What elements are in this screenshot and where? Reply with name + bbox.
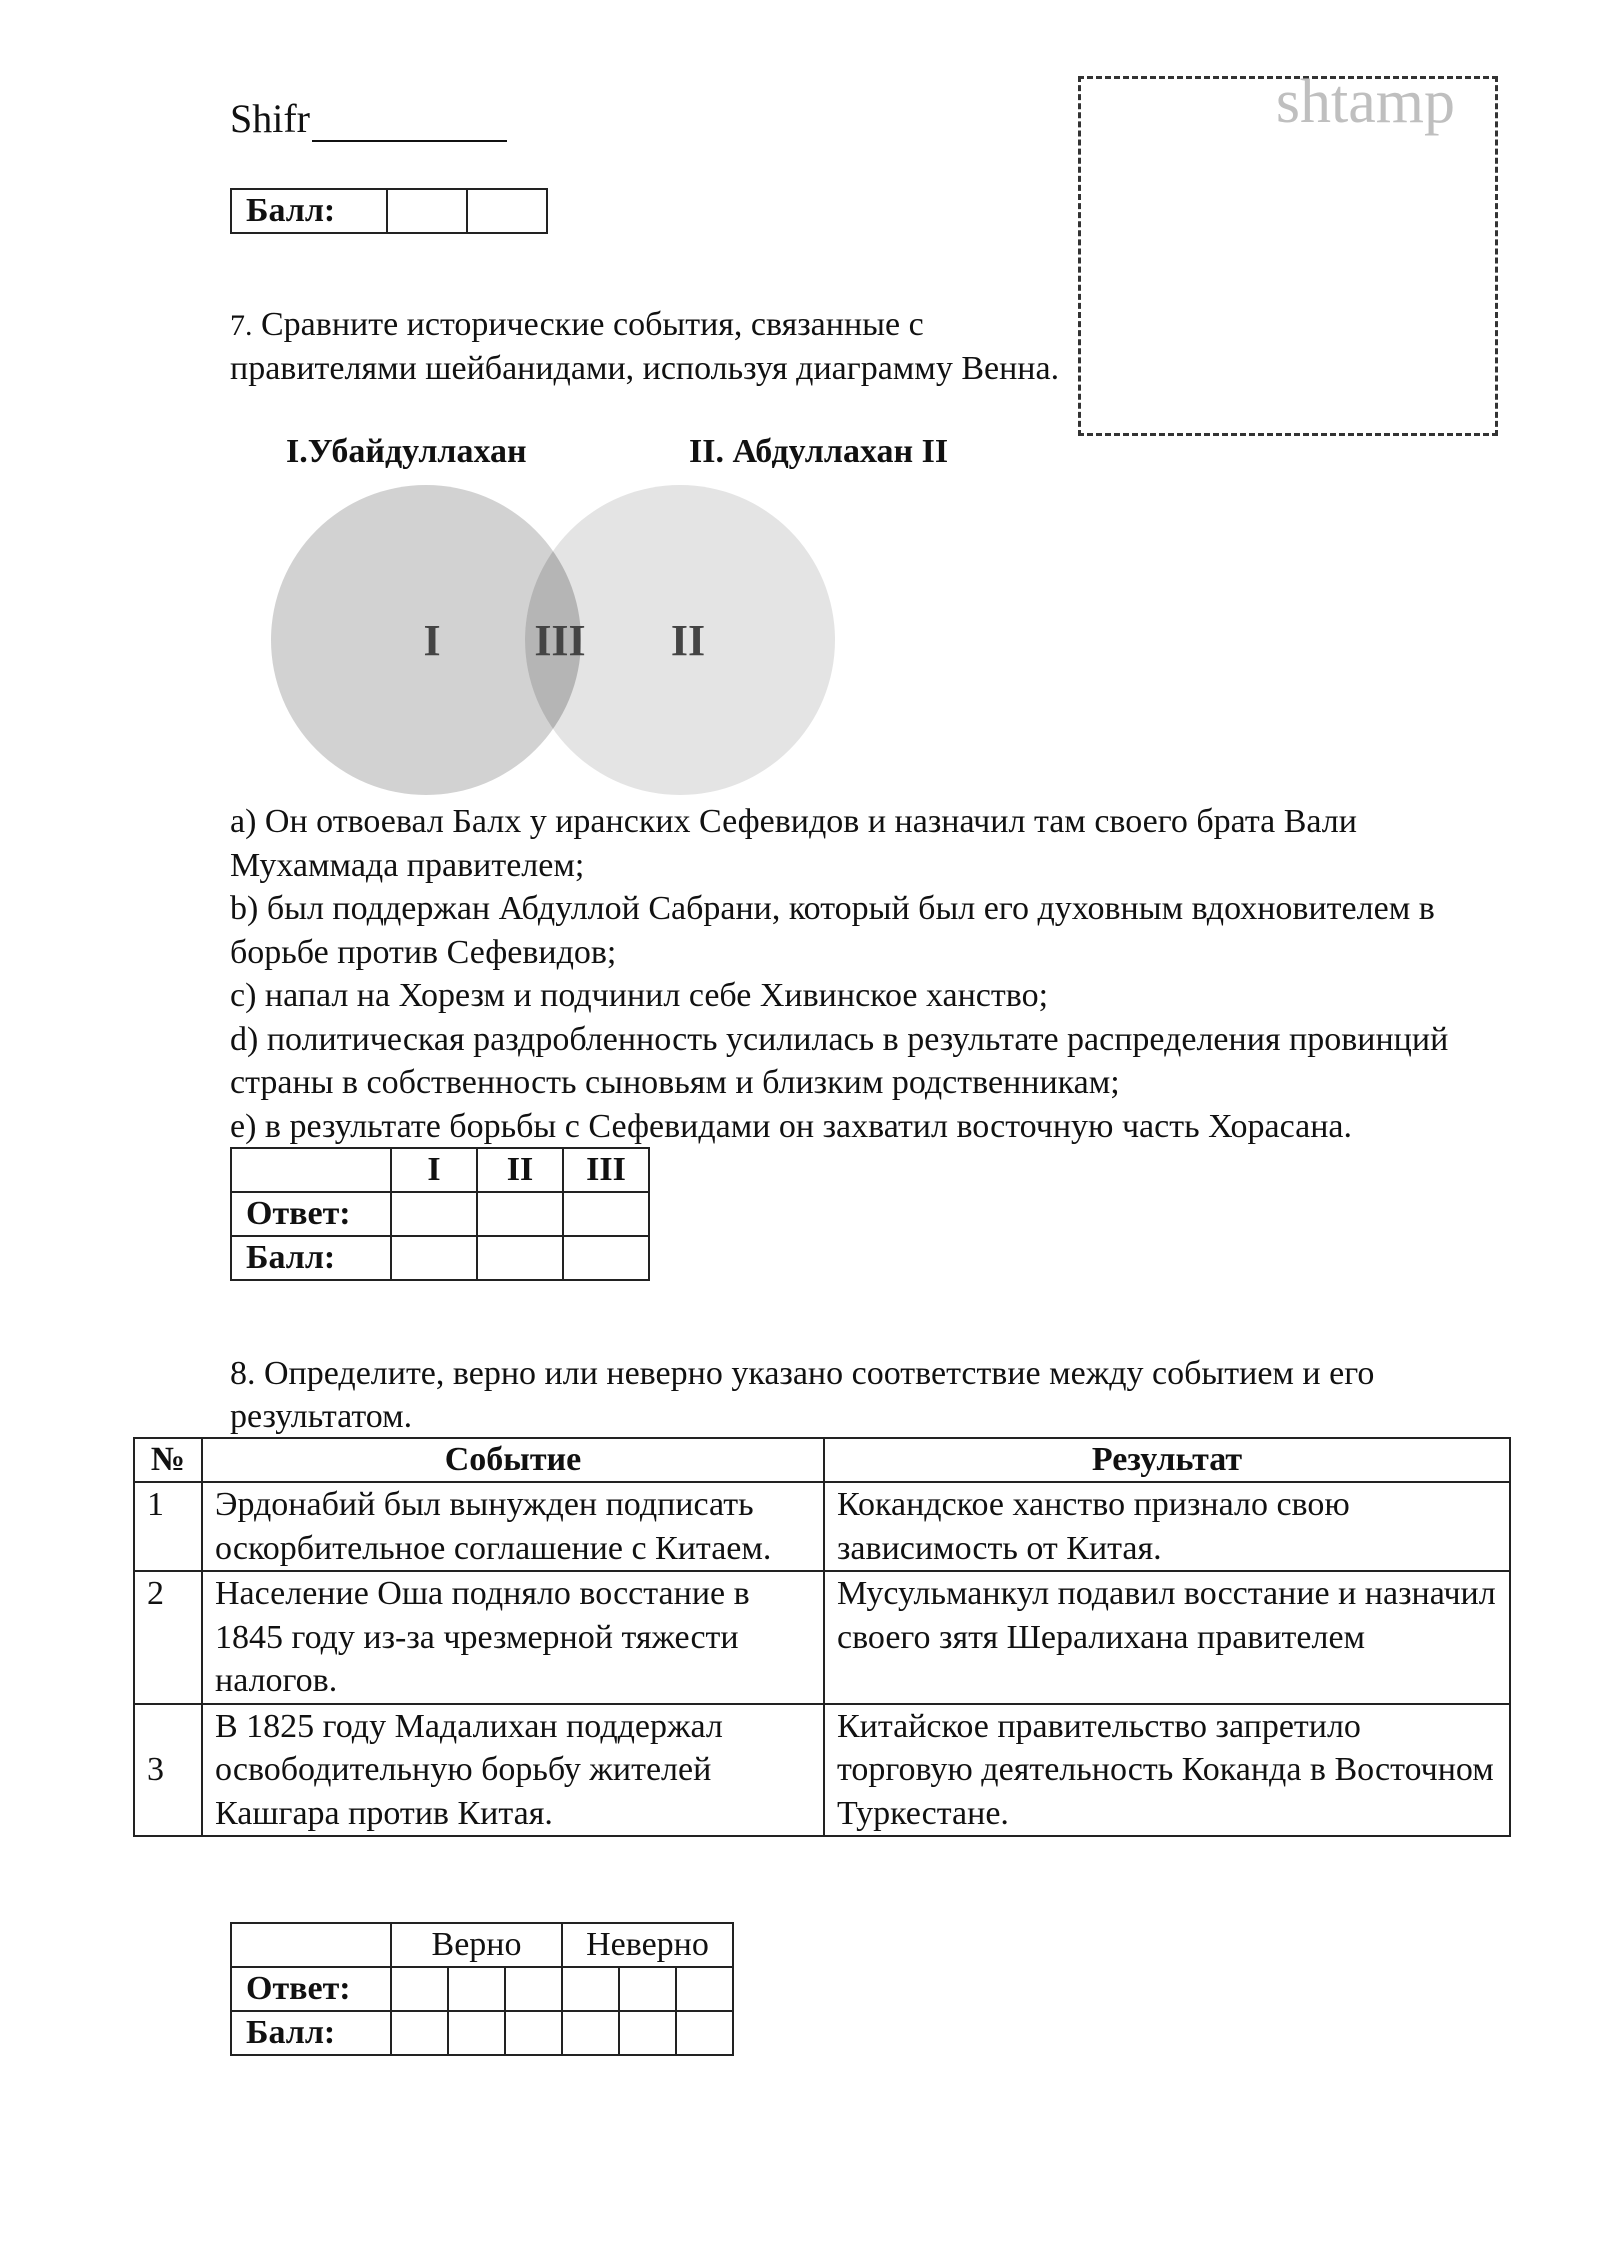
column-false: Неверно <box>562 1923 733 1967</box>
question-7-prompt: Сравните исторические события, связанные с правителями шейбанидами, используя диаграмму Венна. <box>230 306 1060 387</box>
question-7-number: 7. <box>230 309 253 342</box>
score-cell[interactable] <box>505 2011 562 2055</box>
score-row-label: Балл: <box>231 2011 391 2055</box>
venn-label-right: II <box>670 616 706 665</box>
header-event: Событие <box>202 1438 824 1482</box>
answer-cell[interactable] <box>391 1967 448 2011</box>
row-number: 3 <box>134 1704 202 1837</box>
venn-diagram <box>270 470 850 810</box>
table-row <box>134 1704 1510 1837</box>
answer-header-blank <box>231 1148 391 1192</box>
answer-cell[interactable] <box>391 1192 477 1236</box>
question-7-text <box>230 303 1060 390</box>
row-event: Население Оша подняло восстание в 1845 году из-за чрезмерной тяжести налогов. <box>202 1571 824 1704</box>
venn-title-left: I.Убайдуллахан <box>286 433 527 470</box>
score-cell[interactable] <box>391 2011 448 2055</box>
row-result: Кокандское ханство признало свою зависимость от Китая. <box>824 1482 1510 1571</box>
answer-row-label: Ответ: <box>231 1192 391 1236</box>
shifr-field <box>230 95 507 142</box>
question-8-events-table <box>133 1437 1511 1837</box>
question-8-prompt: 8. Определите, верно или неверно указано соответствие между событием и его результатом. <box>230 1355 1375 1435</box>
header-result: Результат <box>824 1438 1510 1482</box>
option-b: b) был поддержан Абдуллой Сабрани, который был его духовным вдохновителем в борьбе против Сефевидов; <box>230 890 1435 971</box>
answer-cell[interactable] <box>505 1967 562 2011</box>
table-row <box>134 1571 1510 1704</box>
answer-cell[interactable] <box>619 1967 676 2011</box>
score-label: Балл: <box>231 189 387 233</box>
shifr-label: Shifr <box>230 96 310 141</box>
row-number: 2 <box>134 1571 202 1704</box>
answer-header-blank <box>231 1923 391 1967</box>
answer-row-label: Ответ: <box>231 1967 391 2011</box>
score-cell[interactable] <box>619 2011 676 2055</box>
row-event: Эрдонабий был вынужден подписать оскорбительное соглашение с Китаем. <box>202 1482 824 1571</box>
question-7-answer-table <box>230 1147 650 1281</box>
answer-cell[interactable] <box>563 1192 649 1236</box>
question-8-answer-table <box>230 1922 734 2056</box>
row-number: 1 <box>134 1482 202 1571</box>
score-cell[interactable] <box>562 2011 619 2055</box>
header-number: № <box>134 1438 202 1482</box>
answer-cell[interactable] <box>448 1967 505 2011</box>
answer-cell[interactable] <box>562 1967 619 2011</box>
score-cell-2[interactable] <box>467 189 547 233</box>
answer-cell[interactable] <box>477 1192 563 1236</box>
row-result: Китайское правительство запретило торговую деятельность Коканда в Восточном Туркестане. <box>824 1704 1510 1837</box>
stamp-watermark: shtamp <box>1275 68 1455 136</box>
option-e: e) в результате борьбы с Сефевидами он захватил восточную часть Хорасана. <box>230 1107 1352 1145</box>
score-cell[interactable] <box>477 1236 563 1280</box>
score-cell[interactable] <box>676 2011 733 2055</box>
stamp-box <box>1078 68 1498 436</box>
top-score-box <box>230 188 548 234</box>
venn-title-right: II. Абдуллахан II <box>689 433 949 470</box>
option-a: a) Он отвоевал Балх у иранских Сефевидов и назначил там своего брата Вали Мухаммада правителем; <box>230 803 1357 884</box>
option-d: d) политическая раздробленность усилилась в результате распределения провинций страны в собственность сыновьям и близким родственникам; <box>230 1020 1449 1101</box>
score-cell[interactable] <box>563 1236 649 1280</box>
venn-label-middle: III <box>534 616 586 665</box>
answer-col-ii: II <box>477 1148 563 1192</box>
table-row <box>134 1482 1510 1571</box>
score-cell[interactable] <box>391 1236 477 1280</box>
row-event: В 1825 году Мадалихан поддержал освободительную борьбу жителей Кашгара против Китая. <box>202 1704 824 1837</box>
answer-col-iii: III <box>563 1148 649 1192</box>
answer-cell[interactable] <box>676 1967 733 2011</box>
score-cell[interactable] <box>448 2011 505 2055</box>
question-7-options <box>230 800 1530 1148</box>
option-c: c) напал на Хорезм и подчинил себе Хивинское ханство; <box>230 977 1049 1014</box>
row-result: Мусульманкул подавил восстание и назначил своего зятя Шералихана правителем <box>824 1571 1510 1704</box>
venn-label-left: I <box>423 616 441 665</box>
score-row-label: Балл: <box>231 1236 391 1280</box>
shifr-blank[interactable] <box>312 104 507 142</box>
answer-col-i: I <box>391 1148 477 1192</box>
column-true: Верно <box>391 1923 562 1967</box>
score-cell-1[interactable] <box>387 189 467 233</box>
